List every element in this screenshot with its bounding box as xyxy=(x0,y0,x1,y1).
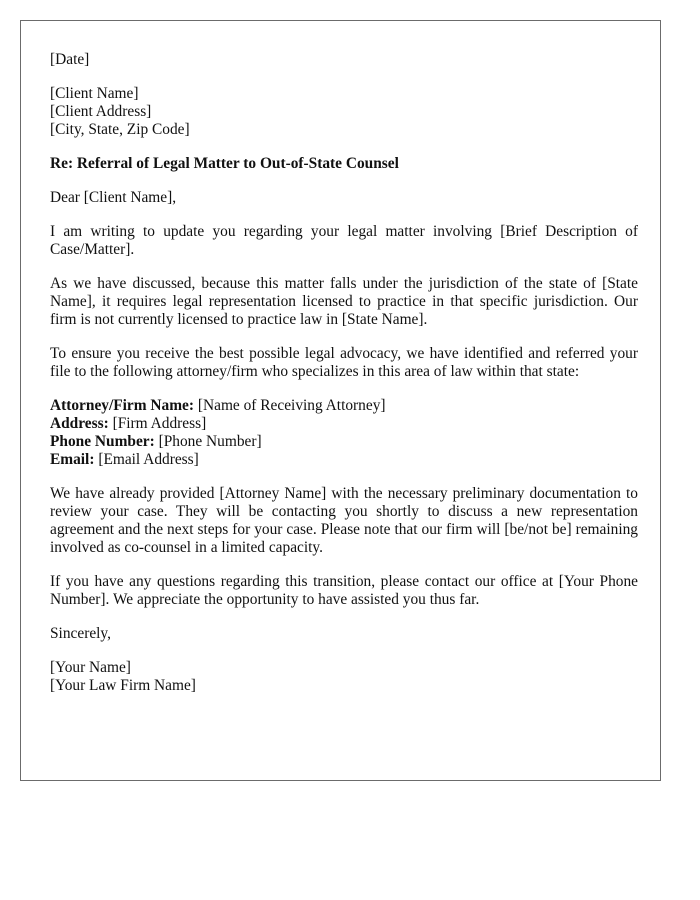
email-value: [Email Address] xyxy=(98,451,199,468)
paragraph-questions: If you have any questions regarding this transition, please contact our office at [Your Phone Number]. We appreciate the opportunity to have assisted you thus far. xyxy=(50,573,638,608)
referral-attorney-line xyxy=(50,397,638,415)
letter-body xyxy=(50,51,638,711)
phone-value: [Phone Number] xyxy=(158,433,262,450)
referral-address-line xyxy=(50,415,638,433)
closing: Sincerely, xyxy=(50,625,111,642)
email-label: Email: xyxy=(50,451,95,468)
salutation: Dear [Client Name], xyxy=(50,189,177,206)
date-block xyxy=(50,51,638,69)
subject-line: Re: Referral of Legal Matter to Out-of-State Counsel xyxy=(50,155,399,172)
phone-label: Phone Number: xyxy=(50,433,155,450)
letter-date: [Date] xyxy=(50,51,90,68)
attorney-value: [Name of Receiving Attorney] xyxy=(197,397,386,414)
address-label: Address: xyxy=(50,415,109,432)
paragraph-referral: To ensure you receive the best possible legal advocacy, we have identified and referred your file to the following attorney/firm who specializes in this area of law within that state: xyxy=(50,345,638,380)
signature-block xyxy=(50,659,638,695)
paragraph-documentation: We have already provided [Attorney Name] with the necessary preliminary documentation to review your case. They will be contacting you shortly to discuss a new representation agreement and the next steps for your case. Please note that our firm will [be/not be] remaining involved as co-counsel in a limited capacity. xyxy=(50,485,638,556)
signature-firm: [Your Law Firm Name] xyxy=(50,677,196,694)
address-value: [Firm Address] xyxy=(112,415,207,432)
recipient-city-state-zip: [City, State, Zip Code] xyxy=(50,121,190,138)
recipient-address-block xyxy=(50,85,638,139)
recipient-name: [Client Name] xyxy=(50,85,139,102)
referral-email-line xyxy=(50,451,638,469)
attorney-label: Attorney/Firm Name: xyxy=(50,397,195,414)
referral-contact-block xyxy=(50,397,638,469)
letter-page xyxy=(20,20,661,781)
recipient-address: [Client Address] xyxy=(50,103,152,120)
referral-phone-line xyxy=(50,433,638,451)
paragraph-intro: I am writing to update you regarding your legal matter involving [Brief Description of Case/Matter]. xyxy=(50,223,638,258)
signature-name: [Your Name] xyxy=(50,659,131,676)
paragraph-jurisdiction: As we have discussed, because this matter falls under the jurisdiction of the state of [State Name], it requires legal representation licensed to practice in that specific jurisdiction. Our firm is not currently licensed to practice law in [State Name]. xyxy=(50,275,638,328)
